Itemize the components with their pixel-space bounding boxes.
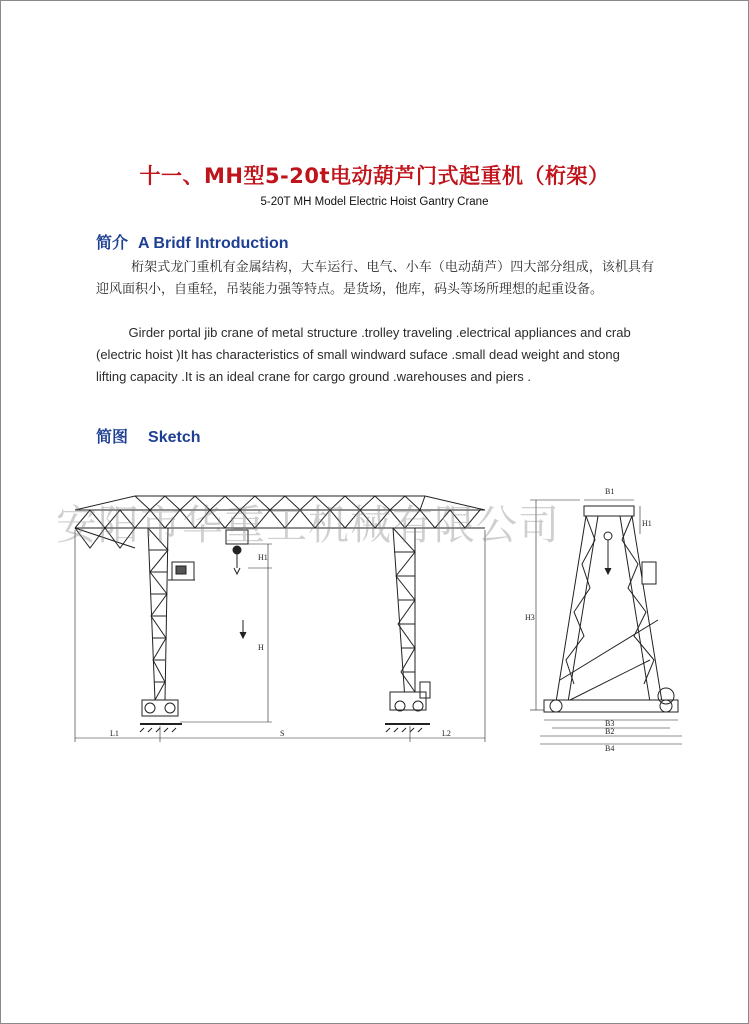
introduction-paragraph-zh: 桁架式龙门重机有金属结构，大车运行、电气、小车（电动葫芦）四大部分组成，该机具有迎风面积小，自重轻，吊装能力强等特点。是货场，他库，码头等场所理想的起重设备。 bbox=[96, 260, 654, 297]
label-b3: B3 bbox=[605, 719, 615, 728]
label-l1: L1 bbox=[110, 729, 119, 738]
label-h: H bbox=[258, 643, 264, 652]
label-h1-side: H1 bbox=[642, 519, 652, 528]
label-b4: B4 bbox=[605, 744, 615, 753]
document-title: 十一、MH型5-20t电动葫芦门式起重机（桁架） bbox=[139, 164, 610, 188]
label-h1: H1 bbox=[258, 553, 268, 562]
sketch-heading bbox=[96, 424, 200, 447]
label-b1: B1 bbox=[605, 487, 615, 496]
sketch-heading-zh: 简图 bbox=[96, 429, 129, 446]
introduction-paragraph-en: Girder portal jib crane of metal structure .trolley traveling .electrical appliances and crab (electric hoist )It has characteristics of small windward suface .small dead weight and stong lifting capacity .It is an ideal crane for cargo ground .warehouses and piers . bbox=[96, 325, 631, 384]
label-b2: B2 bbox=[605, 727, 615, 736]
label-l2: L2 bbox=[442, 729, 451, 738]
label-h3: H3 bbox=[525, 613, 535, 622]
document-subtitle: 5-20T MH Model Electric Hoist Gantry Crane bbox=[260, 196, 489, 208]
company-watermark: 安阳市华重工机械有限公司 bbox=[56, 501, 560, 549]
introduction-heading-en: A Bridf Introduction bbox=[138, 235, 289, 252]
label-s: S bbox=[280, 729, 285, 738]
sketch-heading-en: Sketch bbox=[148, 429, 201, 446]
introduction-heading-zh: 简介 bbox=[96, 235, 129, 252]
introduction-heading bbox=[96, 230, 289, 253]
